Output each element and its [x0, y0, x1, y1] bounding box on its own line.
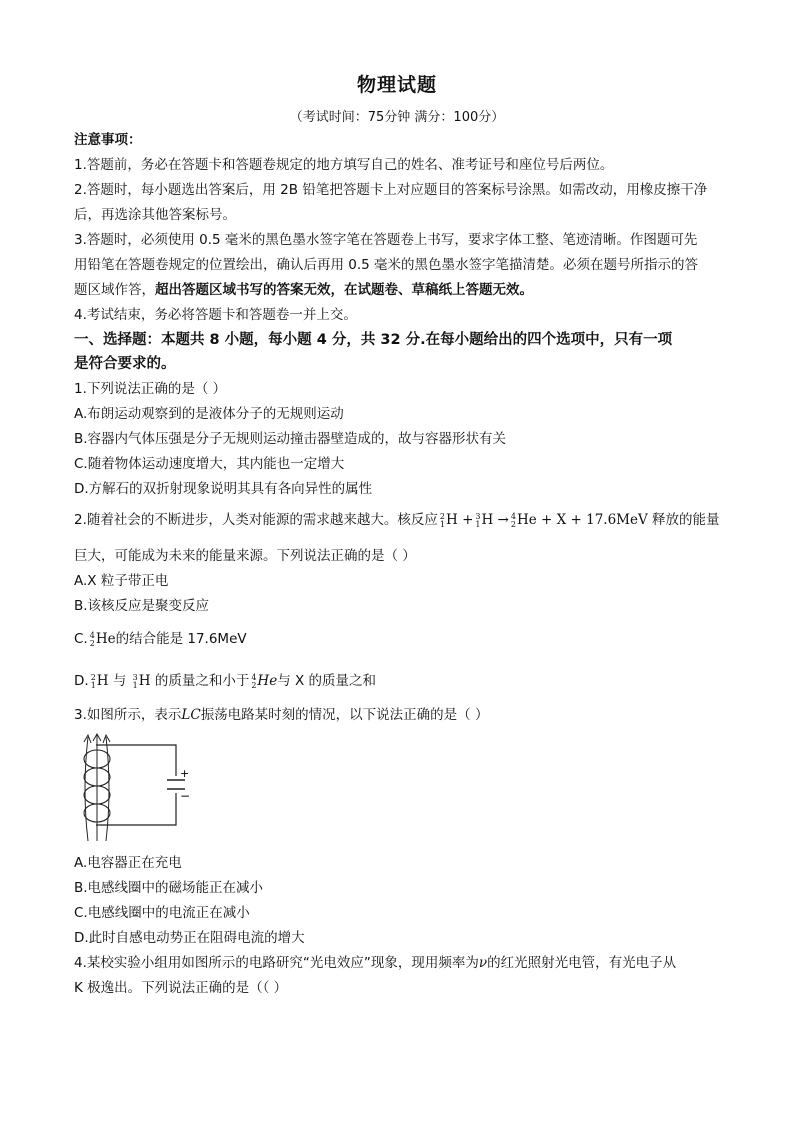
- notice-item: 4.考试结束，务必将答题卡和答题卷一并上交。: [74, 307, 357, 323]
- nuclear-equation: 2 1 H + 3 1 H → 4 2 He + X + 17.6MeV: [439, 511, 648, 529]
- question-stem: 1.下列说法正确的是（ ）: [74, 381, 227, 397]
- question-stem: 3.如图所示，表示LC振荡电路某时刻的情况，以下说法正确的是（ ）: [74, 707, 489, 723]
- notice-item: 用铅笔在答题卷规定的位置绘出，确认后再用 0.5 毫米的黑色墨水签字笔描清楚。必须在题号所指示的答: [74, 257, 699, 273]
- option-b: B.该核反应是聚变反应: [74, 598, 210, 614]
- option-c: C. 4 2 He的结合能是 17.6MeV: [74, 630, 247, 648]
- notice-item: 2.答题时，每小题选出答案后，用 2B 铅笔把答题卡上对应题目的答案标号涂黑。如需改动，用橡皮擦干净: [74, 182, 708, 198]
- option-a: A.布朗运动观察到的是液体分子的无规则运动: [74, 406, 344, 422]
- question-stem: 4.某校实验小组用如图所示的电路研究“光电效应”现象，现用频率为ν的红光照射光电管，有光电子从: [74, 955, 677, 971]
- notice-item: 3.答题时，必须使用 0.5 毫米的黑色墨水签字笔在答题卷上书写，要求字体工整、笔迹清晰。作图题可先: [74, 232, 698, 248]
- exam-info: （考试时间：75分钟 满分：100分）: [289, 110, 505, 125]
- section-heading: 一、选择题：本题共 8 小题，每小题 4 分，共 32 分.在每小题给出的四个选项中，只有一项: [74, 332, 673, 348]
- notice-heading: 注意事项：: [74, 132, 142, 148]
- option-c: C.电感线圈中的电流正在减小: [74, 905, 250, 921]
- arrow-icon: →: [497, 512, 509, 528]
- section-heading: 是符合要求的。: [74, 356, 176, 372]
- notice-item: 后，再选涂其他答案标号。: [74, 207, 236, 223]
- notice-item: 1.答题前，务必在答题卡和答题卷规定的地方填写自己的姓名、准考证号和座位号后两位。: [74, 157, 614, 173]
- question-stem: K 极逸出。下列说法正确的是（（ ）: [74, 980, 288, 996]
- option-d: D. 2 1 H 与 3 1 H 的质量之和小于 4 2 He与 X 的质量之和: [74, 672, 377, 690]
- question-stem: 2.随着社会的不断进步，人类对能源的需求越来越大。核反应 2 1 H + 3 1 H → 4 2 He + X + 17.6MeV 释放的能量: [74, 511, 720, 529]
- page-title: 物理试题: [356, 74, 437, 96]
- notice-emphasis: 超出答题区域书写的答案无效，在试题卷、草稿纸上答题无效。: [155, 282, 533, 298]
- option-d: D.方解石的双折射现象说明其具有各向异性的属性: [74, 481, 373, 497]
- option-b: B.电感线圈中的磁场能正在减小: [74, 880, 264, 896]
- option-b: B.容器内气体压强是分子无规则运动撞击器壁造成的，故与容器形状有关: [74, 431, 507, 447]
- plus-label: +: [180, 767, 190, 780]
- option-c: C.随着物体运动速度增大，其内能也一定增大: [74, 456, 345, 472]
- lc-circuit-figure: [66, 733, 198, 845]
- notice-item: 题区域作答，超出答题区域书写的答案无效，在试题卷、草稿纸上答题无效。: [74, 282, 533, 298]
- option-d: D.此时自感电动势正在阻碍电流的增大: [74, 930, 305, 946]
- question-stem: 巨大，可能成为未来的能量来源。下列说法正确的是（ ）: [74, 548, 416, 564]
- option-a: A.X 粒子带正电: [74, 573, 169, 589]
- minus-label: −: [180, 789, 191, 803]
- option-a: A.电容器正在充电: [74, 855, 182, 871]
